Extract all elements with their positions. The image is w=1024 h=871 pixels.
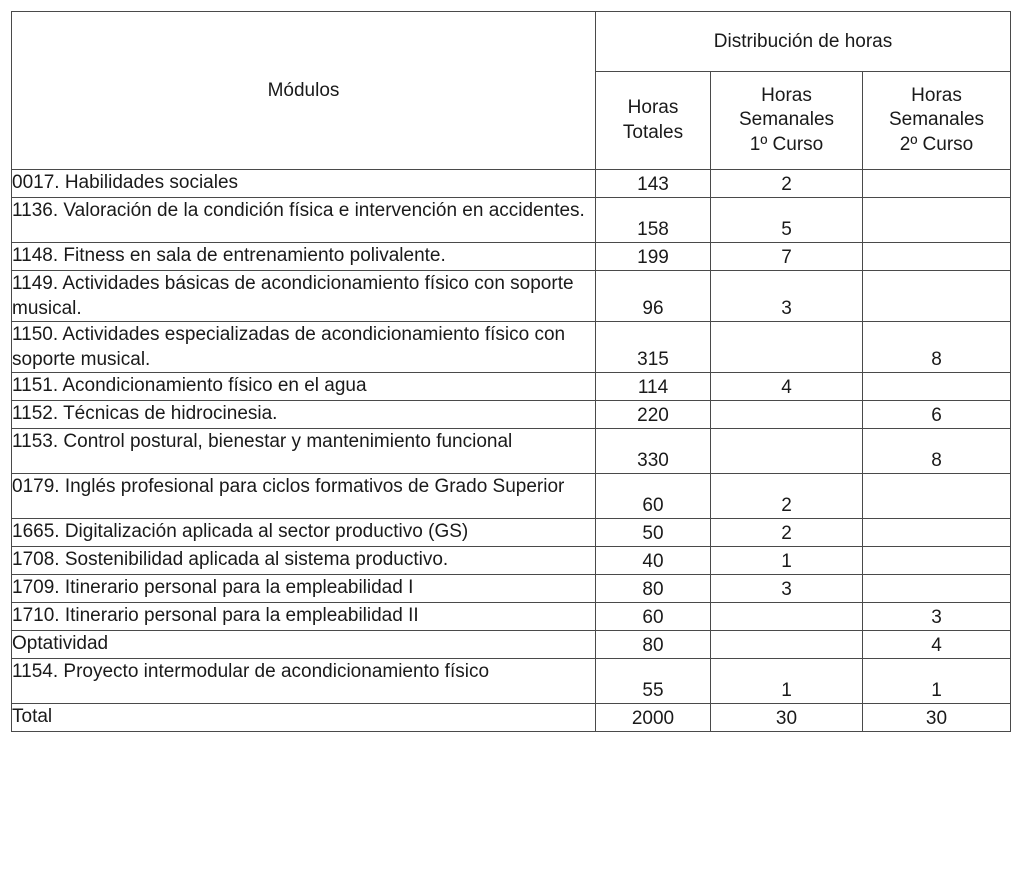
column-header-group-distribution: Distribución de horas (596, 12, 1011, 72)
total-hours-cell: 158 (596, 198, 711, 243)
column-header-weekly-year2-line2: Semanales (888, 109, 985, 131)
total-hours-cell: 50 (596, 519, 711, 547)
module-name-cell: Total (12, 704, 596, 732)
table-row (12, 198, 1011, 243)
table-row (12, 429, 1011, 474)
weekly-hours-year2-cell (863, 373, 1011, 401)
weekly-hours-year1-cell: 2 (711, 474, 863, 519)
weekly-hours-year1-cell: 2 (711, 519, 863, 547)
weekly-hours-year1-cell: 1 (711, 547, 863, 575)
table-row (12, 519, 1011, 547)
weekly-hours-year1-cell: 3 (711, 575, 863, 603)
weekly-hours-year1-cell: 7 (711, 243, 863, 271)
total-hours-cell: 80 (596, 575, 711, 603)
table-row (12, 659, 1011, 704)
weekly-hours-year1-cell: 5 (711, 198, 863, 243)
table-row (12, 322, 1011, 373)
module-name-cell: 1149. Actividades básicas de acondicionamiento físico con soporte musical. (12, 271, 596, 322)
column-header-total-hours (596, 72, 711, 170)
weekly-hours-year2-cell: 6 (863, 401, 1011, 429)
module-name-cell: Optatividad (12, 631, 596, 659)
total-hours-cell: 60 (596, 474, 711, 519)
header-row-group (12, 12, 1011, 72)
column-header-weekly-year2-line1: Horas (911, 85, 962, 107)
table-row (12, 631, 1011, 659)
module-name-cell: 1151. Acondicionamiento físico en el agua (12, 373, 596, 401)
column-header-modules: Módulos (12, 12, 596, 170)
column-header-weekly-year1-line1: Horas (761, 85, 812, 107)
table-row (12, 243, 1011, 271)
modules-hours-table (11, 11, 1011, 732)
weekly-hours-year1-cell (711, 603, 863, 631)
total-hours-cell: 80 (596, 631, 711, 659)
weekly-hours-year2-cell: 3 (863, 603, 1011, 631)
weekly-hours-year2-cell (863, 575, 1011, 603)
module-name-cell: 1153. Control postural, bienestar y mantenimiento funcional (12, 429, 596, 474)
weekly-hours-year2-cell: 1 (863, 659, 1011, 704)
total-hours-cell: 96 (596, 271, 711, 322)
table-row (12, 603, 1011, 631)
table-row (12, 704, 1011, 732)
table-header (12, 12, 1011, 170)
weekly-hours-year1-cell (711, 401, 863, 429)
column-header-weekly-year2-line3: 2º Curso (899, 133, 974, 155)
weekly-hours-year1-cell: 2 (711, 170, 863, 198)
column-header-total-hours-line1: Horas (627, 97, 679, 119)
weekly-hours-year1-cell: 30 (711, 704, 863, 732)
weekly-hours-year1-cell (711, 429, 863, 474)
weekly-hours-year1-cell (711, 631, 863, 659)
module-name-cell: 0179. Inglés profesional para ciclos formativos de Grado Superior (12, 474, 596, 519)
weekly-hours-year1-cell (711, 322, 863, 373)
table-row (12, 401, 1011, 429)
table-row (12, 575, 1011, 603)
weekly-hours-year2-cell: 8 (863, 322, 1011, 373)
column-header-weekly-year1-line3: 1º Curso (749, 133, 824, 155)
weekly-hours-year2-cell: 30 (863, 704, 1011, 732)
total-hours-cell: 199 (596, 243, 711, 271)
module-name-cell: 1152. Técnicas de hidrocinesia. (12, 401, 596, 429)
total-hours-cell: 2000 (596, 704, 711, 732)
module-name-cell: 1710. Itinerario personal para la empleabilidad II (12, 603, 596, 631)
weekly-hours-year2-cell (863, 170, 1011, 198)
weekly-hours-year2-cell (863, 198, 1011, 243)
table-row (12, 271, 1011, 322)
weekly-hours-year1-cell: 3 (711, 271, 863, 322)
module-name-cell: 1709. Itinerario personal para la empleabilidad I (12, 575, 596, 603)
table-row (12, 170, 1011, 198)
weekly-hours-year2-cell (863, 243, 1011, 271)
table-body (12, 170, 1011, 732)
weekly-hours-year1-cell: 1 (711, 659, 863, 704)
weekly-hours-year1-cell: 4 (711, 373, 863, 401)
column-header-weekly-hours-year1 (711, 72, 863, 170)
total-hours-cell: 40 (596, 547, 711, 575)
module-name-cell: 1154. Proyecto intermodular de acondicionamiento físico (12, 659, 596, 704)
weekly-hours-year2-cell (863, 519, 1011, 547)
module-name-cell: 1708. Sostenibilidad aplicada al sistema productivo. (12, 547, 596, 575)
module-name-cell: 1148. Fitness en sala de entrenamiento polivalente. (12, 243, 596, 271)
weekly-hours-year2-cell: 4 (863, 631, 1011, 659)
total-hours-cell: 60 (596, 603, 711, 631)
column-header-weekly-year1-line2: Semanales (738, 109, 835, 131)
total-hours-cell: 143 (596, 170, 711, 198)
table-row (12, 474, 1011, 519)
module-name-cell: 1136. Valoración de la condición física e intervención en accidentes. (12, 198, 596, 243)
total-hours-cell: 114 (596, 373, 711, 401)
table-row (12, 547, 1011, 575)
weekly-hours-year2-cell: 8 (863, 429, 1011, 474)
total-hours-cell: 315 (596, 322, 711, 373)
total-hours-cell: 220 (596, 401, 711, 429)
column-header-weekly-hours-year2 (863, 72, 1011, 170)
total-hours-cell: 330 (596, 429, 711, 474)
column-header-total-hours-line2: Totales (622, 121, 684, 143)
module-name-cell: 1150. Actividades especializadas de acondicionamiento físico con soporte musical. (12, 322, 596, 373)
weekly-hours-year2-cell (863, 474, 1011, 519)
weekly-hours-year2-cell (863, 547, 1011, 575)
total-hours-cell: 55 (596, 659, 711, 704)
weekly-hours-year2-cell (863, 271, 1011, 322)
table-row (12, 373, 1011, 401)
module-name-cell: 0017. Habilidades sociales (12, 170, 596, 198)
module-name-cell: 1665. Digitalización aplicada al sector productivo (GS) (12, 519, 596, 547)
